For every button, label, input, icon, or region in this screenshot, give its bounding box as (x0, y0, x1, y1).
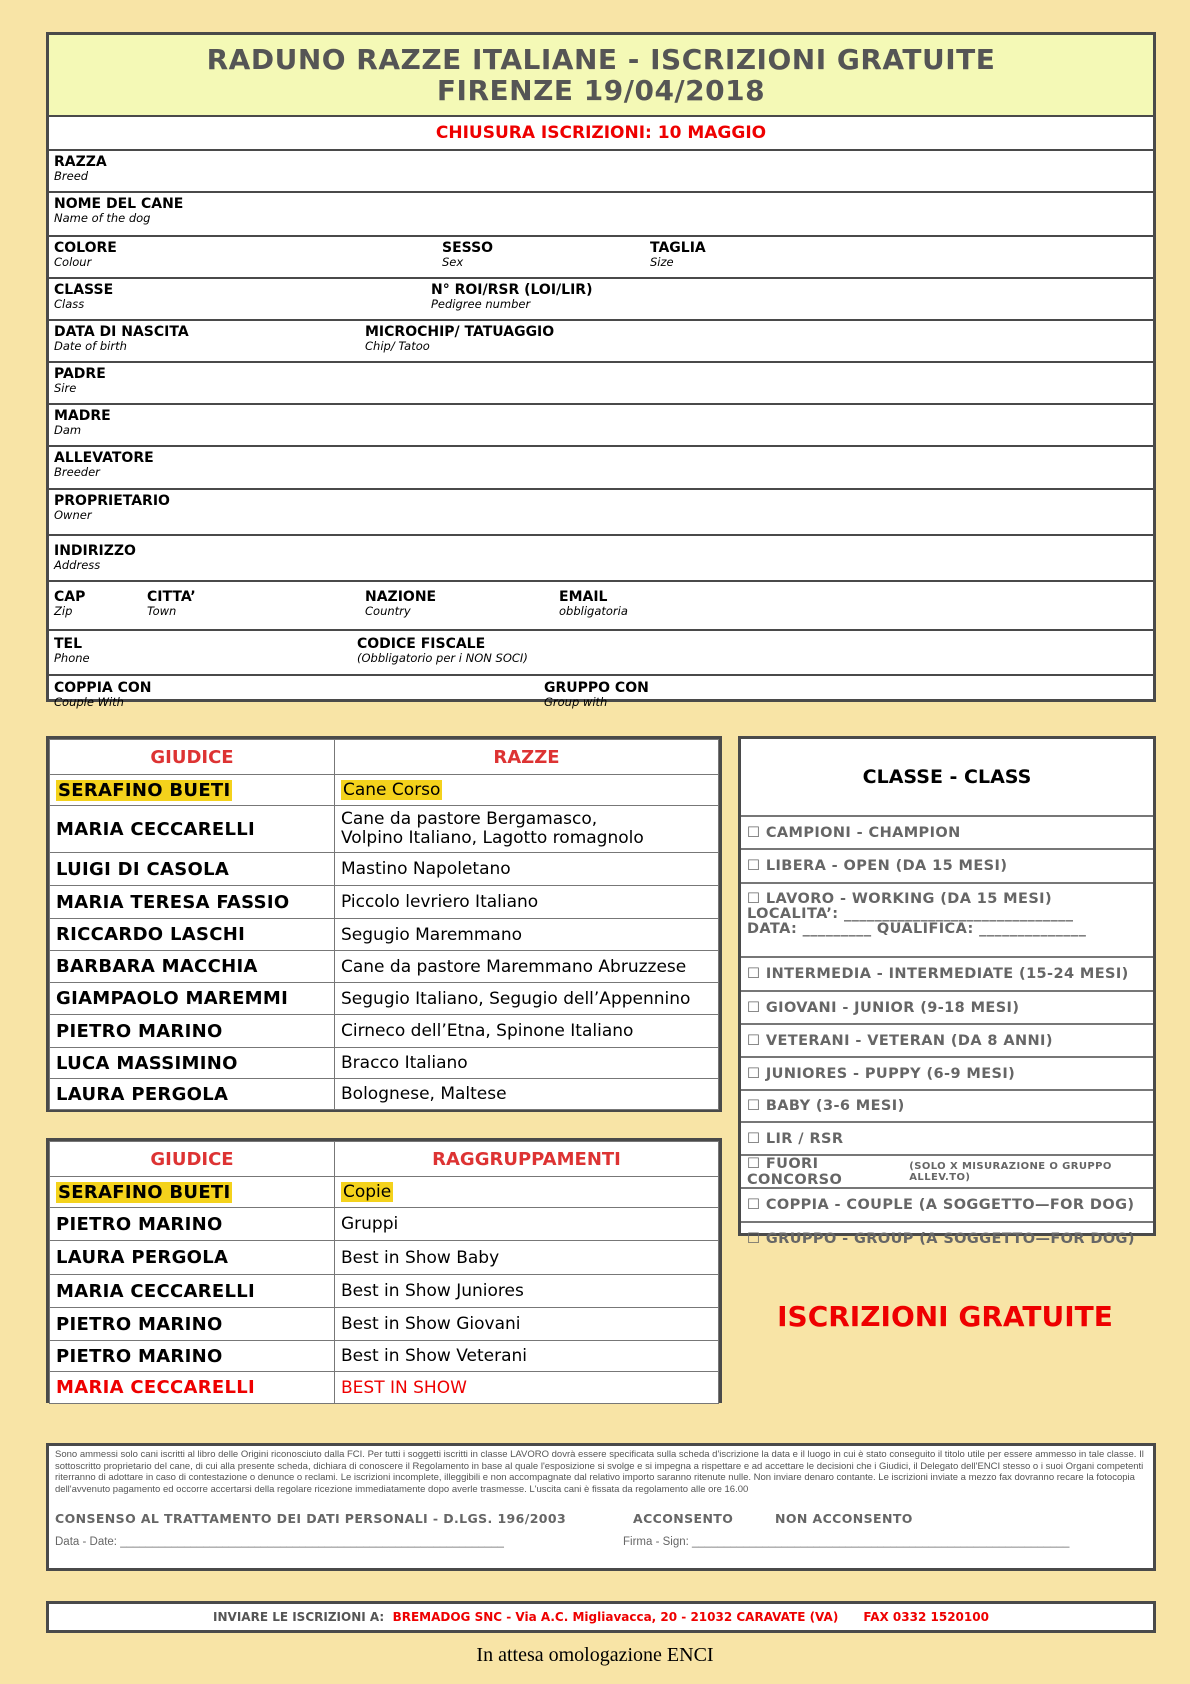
table-row (50, 951, 719, 983)
field-coppia: COPPIA CON Couple With (54, 680, 152, 709)
row-tel[interactable] (49, 631, 1153, 676)
group-name: Gruppi (335, 1208, 719, 1241)
judge-name: LUCA MASSIMINO (50, 1048, 335, 1079)
breed-list: Bolognese, Maltese (335, 1079, 719, 1110)
judge-name: MARIA CECCARELLI (50, 1275, 335, 1308)
class-option-baby[interactable]: ☐ BABY (3-6 MESI) (741, 1091, 1153, 1123)
table-row (50, 806, 719, 853)
form-header (49, 35, 1153, 117)
breed-list: Cane da pastore Maremmano Abruzzese (335, 951, 719, 983)
judge-name: PIETRO MARINO (50, 1308, 335, 1341)
field-tel: TEL Phone (54, 636, 90, 665)
field-razza: RAZZA Breed (54, 154, 107, 183)
group-name: Best in Show Baby (335, 1241, 719, 1275)
judge-name: PIETRO MARINO (50, 1341, 335, 1372)
footer-note: In attesa omologazione ENCI (476, 1644, 714, 1666)
breed-list: Cirneco dell’Etna, Spinone Italiano (335, 1015, 719, 1048)
field-microchip: MICROCHIP/ TATUAGGIO Chip/ Tatoo (365, 324, 555, 353)
field-sesso: SESSO Sex (442, 240, 494, 269)
fuori-concorso-note: (SOLO X MISURAZIONE O GRUPPO ALLEV.TO) (909, 1160, 1112, 1183)
class-option-giovani[interactable]: ☐ GIOVANI - JUNIOR (9-18 MESI) (741, 992, 1153, 1025)
group-name: Best in Show Giovani (335, 1308, 719, 1341)
class-option-fuori-concorso[interactable]: ☐ FUORI CONCORSO (SOLO X MISURAZIONE O GRUPPO ALLEV.TO) (741, 1156, 1153, 1189)
send-box (46, 1601, 1156, 1633)
field-cf: CODICE FISCALE (Obbligatorio per i NON SOCI) (357, 636, 528, 665)
field-nascita: DATA DI NASCITA Date of birth (54, 324, 189, 353)
judge-name: MARIA CECCARELLI (50, 806, 335, 853)
table-header (50, 1142, 719, 1177)
breed-list: Bracco Italiano (335, 1048, 719, 1079)
entry-form (46, 32, 1156, 709)
col-razze: RAZZE (335, 740, 719, 775)
table-row (50, 1372, 719, 1404)
table-row (50, 1208, 719, 1241)
table-row (50, 1341, 719, 1372)
table-header (50, 740, 719, 775)
field-colore: COLORE Colour (54, 240, 117, 269)
group-name: Best in Show Veterani (335, 1341, 719, 1372)
breed-list: Segugio Maremmano (335, 919, 719, 951)
judge-name: PIETRO MARINO (50, 1208, 335, 1241)
field-padre: PADRE Sire (54, 366, 106, 395)
table-row (50, 1079, 719, 1110)
event-date: FIRENZE 19/04/2018 (436, 74, 766, 107)
row-classe[interactable] (49, 279, 1153, 321)
field-proprietario: PROPRIETARIO Owner (54, 493, 170, 522)
signature-field[interactable]: Firma - Sign: ___________________________________________________________ (623, 1536, 1070, 1548)
free-entries-label: ISCRIZIONI GRATUITE (777, 1300, 1113, 1333)
table-row (50, 1241, 719, 1275)
row-padre[interactable] (49, 363, 1153, 405)
field-nome: NOME DEL CANE Name of the dog (54, 196, 184, 225)
class-option-coppia[interactable]: ☐ COPPIA - COUPLE (A SOGGETTO—FOR DOG) (741, 1189, 1153, 1223)
table-row (50, 919, 719, 951)
col-giudice: GIUDICE (50, 1142, 335, 1177)
field-citta: CITTA’ Town (147, 589, 196, 618)
row-indirizzo[interactable] (49, 536, 1153, 582)
breed-list: Mastino Napoletano (335, 853, 719, 886)
breed-list: Cane Corso (343, 780, 441, 800)
breed-list: Cane da pastore Bergamasco, Volpino Italiano, Lagotto romagnolo (335, 806, 719, 853)
field-email: EMAIL obbligatoria (559, 589, 628, 618)
table-row (50, 983, 719, 1015)
group-name: Best in Show Juniores (335, 1275, 719, 1308)
class-option-lavoro[interactable]: ☐ LAVORO - WORKING (DA 15 MESI) LOCALITA’: ______________________________ DATA: _________ QUALIFICA: ______________ (741, 884, 1153, 958)
field-nazione: NAZIONE Country (365, 589, 437, 618)
row-razza[interactable] (49, 151, 1153, 193)
consent-label: CONSENSO AL TRATTAMENTO DEI DATI PERSONALI - D.LGS. 196/2003 (55, 1511, 567, 1526)
judge-name: LAURA PERGOLA (50, 1079, 335, 1110)
row-cap[interactable] (49, 582, 1153, 631)
class-option-lir[interactable]: ☐ LIR / RSR (741, 1123, 1153, 1156)
row-proprietario[interactable] (49, 490, 1153, 536)
row-nascita[interactable] (49, 321, 1153, 363)
table-row (50, 1177, 719, 1208)
judge-name: MARIA TERESA FASSIO (50, 886, 335, 919)
class-option-veterani[interactable]: ☐ VETERANI - VETERAN (DA 8 ANNI) (741, 1025, 1153, 1058)
table-row (50, 1048, 719, 1079)
row-nome[interactable] (49, 193, 1153, 237)
field-roi: N° ROI/RSR (LOI/LIR) Pedigree number (431, 282, 593, 311)
judge-name: SERAFINO BUETI (58, 1181, 231, 1203)
class-box (738, 736, 1156, 1247)
lavoro-localita: LOCALITA’: ______________________________ (747, 906, 1074, 922)
judge-name: LUIGI DI CASOLA (50, 853, 335, 886)
date-field[interactable]: Data - Date: ____________________________________________________________ (55, 1536, 504, 1548)
judge-name: GIAMPAOLO MAREMMI (50, 983, 335, 1015)
breed-list: Segugio Italiano, Segugio dell’Appennino (335, 983, 719, 1015)
field-madre: MADRE Dam (54, 408, 111, 437)
group-name: BEST IN SHOW (335, 1372, 719, 1404)
event-title: RADUNO RAZZE ITALIANE - ISCRIZIONI GRATUITE (206, 43, 996, 76)
send-address: BREMADOG SNC - Via A.C. Migliavacca, 20 - 21032 CARAVATE (VA) (392, 1610, 839, 1624)
class-option-intermedia[interactable]: ☐ INTERMEDIA - INTERMEDIATE (15-24 MESI) (741, 958, 1153, 992)
judge-name: MARIA CECCARELLI (50, 1372, 335, 1404)
row-madre[interactable] (49, 405, 1153, 447)
field-cap: CAP Zip (54, 589, 86, 618)
row-allevatore[interactable] (49, 447, 1153, 490)
row-coppia[interactable] (49, 676, 1153, 716)
col-giudice: GIUDICE (50, 740, 335, 775)
consent-accept[interactable]: ACCONSENTO (633, 1511, 734, 1526)
judge-name: RICCARDO LASCHI (50, 919, 335, 951)
table-row (50, 1275, 719, 1308)
breed-list: Piccolo levriero Italiano (335, 886, 719, 919)
field-classe: CLASSE Class (54, 282, 114, 311)
table-row (50, 853, 719, 886)
terms-text: Sono ammessi solo cani iscritti al libro delle Origini riconosciuto dalla FCI. Per tutti i soggetti iscritti in classe LAVORO dovrà essere specificata sulla scheda d'iscrizione la data e il luogo in cui è stato conseguito il titolo utile per essere ammesso in tale classe. Il sottoscritto proprietario del cane, di cui alla presente scheda, dichiara di conoscere il Regolamento in base al quale l'esposizione si svolge e si impegna a rispettare e ad accettare le decisioni che i Giudici, il Delegato dell'ENCI stesso o i suoi Organi competenti riterranno di adottare in caso di contestazione o denunce o reclami. Le iscrizioni incomplete, illeggibili e non accompagnate dal relativo importo saranno ritenute nulle. Non inviare denaro contante. Le iscrizioni inviate a mezzo fax dovranno recare la fotocopia dell'avvenuto pagamento ed occorre accertarsi della regolare ricezione immediatamente dopo averle trasmesse. L'uscita cani è fissata da regolamento alle ore 16.00 (55, 1449, 1144, 1495)
class-option-juniores[interactable]: ☐ JUNIORES - PUPPY (6-9 MESI) (741, 1058, 1153, 1091)
class-option-gruppo[interactable]: ☐ GRUPPO - GROUP (A SOGGETTO—FOR DOG) (747, 1231, 1135, 1247)
row-colore[interactable] (49, 237, 1153, 279)
field-gruppo: GRUPPO CON Group with (544, 680, 649, 709)
table-row (50, 1015, 719, 1048)
judge-name: PIETRO MARINO (50, 1015, 335, 1048)
send-label: INVIARE LE ISCRIZIONI A: (213, 1610, 385, 1624)
class-title: CLASSE - CLASS (741, 739, 1153, 817)
lavoro-data: DATA: _________ QUALIFICA: ______________ (747, 921, 1087, 937)
judge-name: SERAFINO BUETI (58, 779, 231, 801)
field-allevatore: ALLEVATORE Breeder (54, 450, 154, 479)
table-row (50, 1308, 719, 1341)
col-raggruppamenti: RAGGRUPPAMENTI (335, 1142, 719, 1177)
table-row (50, 775, 719, 806)
closing-date: CHIUSURA ISCRIZIONI: 10 MAGGIO (49, 117, 1153, 151)
terms-box (46, 1443, 1156, 1571)
group-name: Copie (343, 1182, 392, 1202)
judges-groups-table (46, 1138, 722, 1403)
consent-deny[interactable]: NON ACCONSENTO (775, 1511, 913, 1526)
class-option-libera[interactable]: ☐ LIBERA - OPEN (DA 15 MESI) (741, 850, 1153, 884)
field-indirizzo: INDIRIZZO Address (54, 543, 136, 572)
table-row (50, 886, 719, 919)
field-taglia: TAGLIA Size (650, 240, 706, 269)
judges-breeds-table (46, 736, 722, 1112)
send-fax: FAX 0332 1520100 (863, 1610, 989, 1624)
class-option-campioni[interactable]: ☐ CAMPIONI - CHAMPION (741, 817, 1153, 850)
judge-name: LAURA PERGOLA (50, 1241, 335, 1275)
judge-name: BARBARA MACCHIA (50, 951, 335, 983)
